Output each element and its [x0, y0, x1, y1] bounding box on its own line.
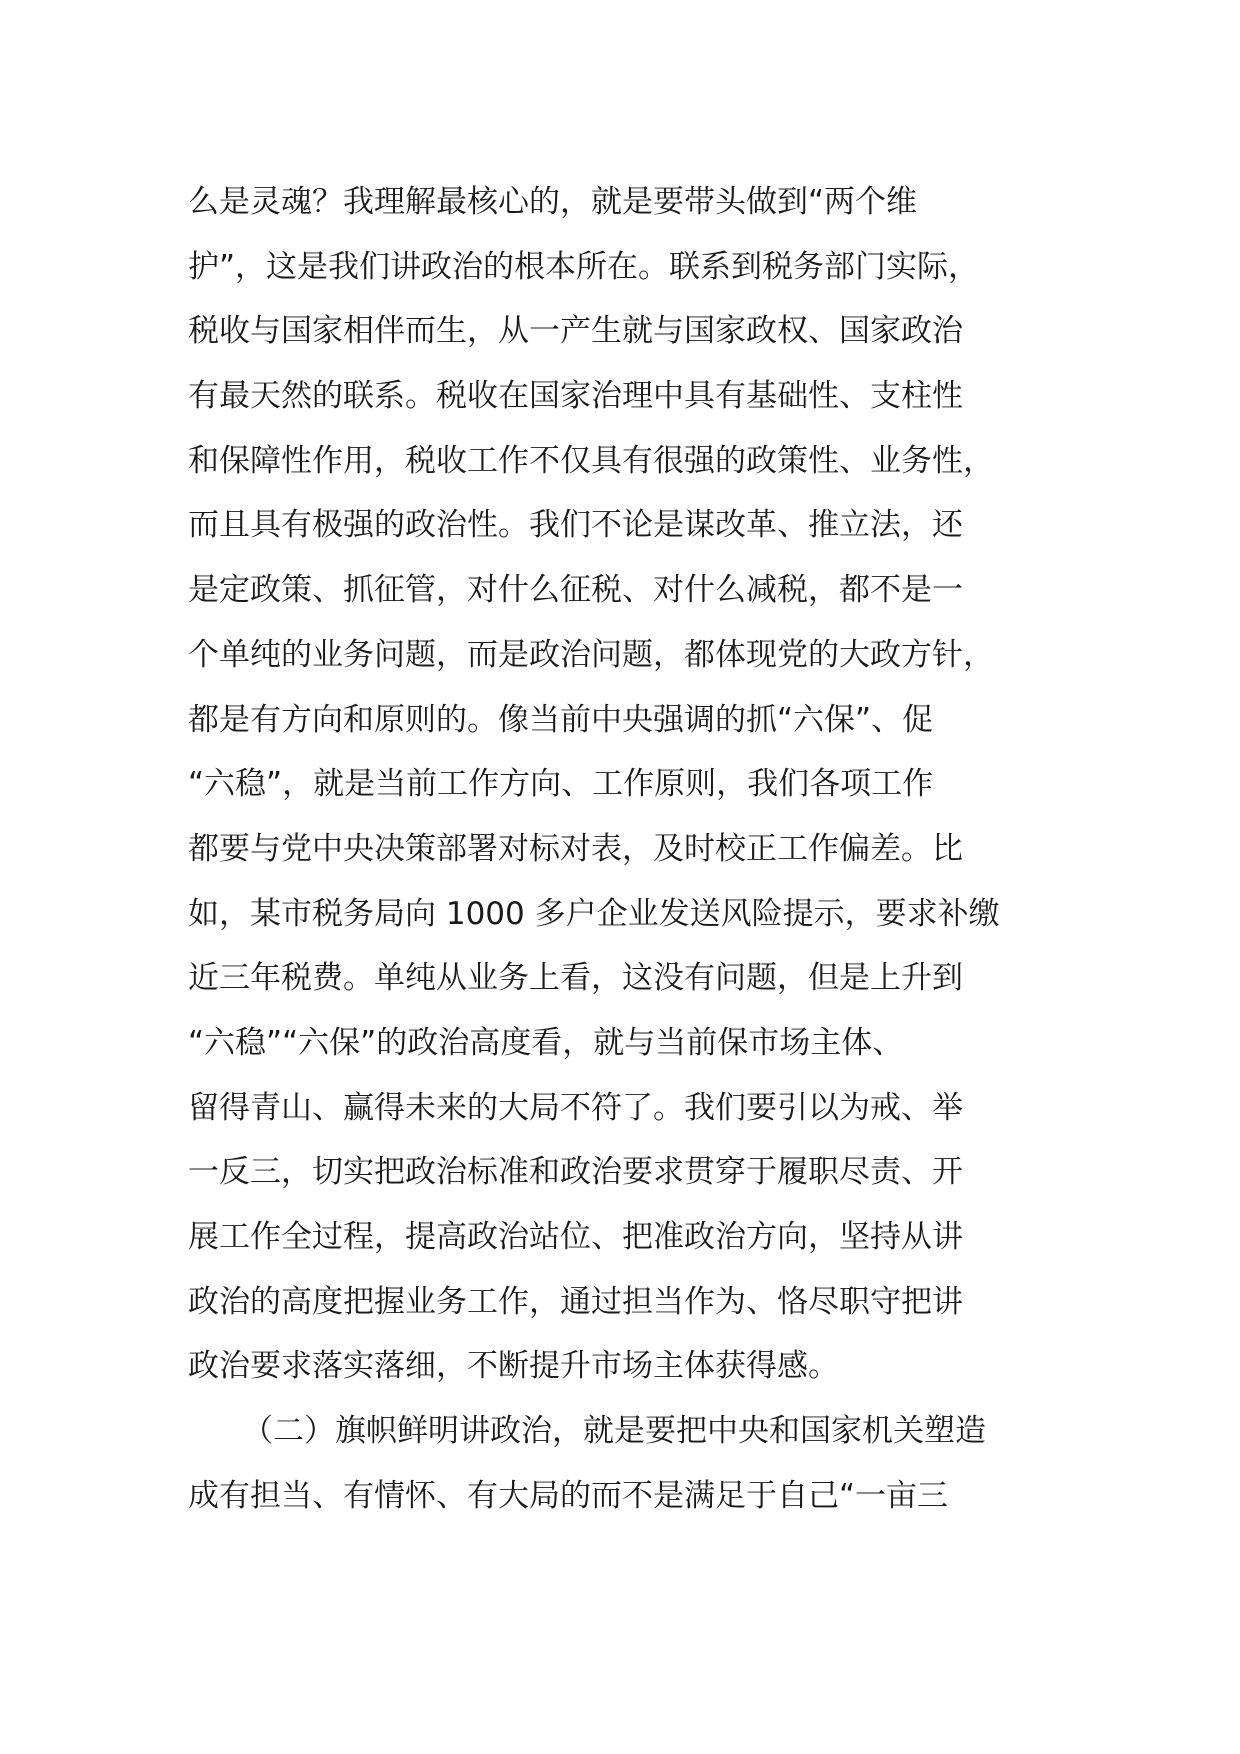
text-line: 政治要求落实落细，不断提升市场主体获得感。: [188, 1348, 839, 1385]
text-line: 都是有方向和原则的。像当前中央强调的抓“六保”、促: [188, 701, 934, 738]
text-line: “六稳”，就是当前工作方向、工作原则，我们各项工作: [188, 766, 934, 803]
text-line: “六稳”“六保”的政治高度看，就与当前保市场主体、: [188, 1024, 904, 1061]
text-line: 和保障性作用，税收工作不仅具有很强的政策性、业务性，: [188, 442, 994, 479]
text-line: 有最天然的联系。税收在国家治理中具有基础性、支柱性: [188, 378, 963, 415]
text-line: 成有担当、有情怀、有大局的而不是满足于自己“一亩三: [188, 1477, 949, 1514]
text-line: 是定政策、抓征管，对什么征税、对什么减税，都不是一: [188, 572, 963, 609]
text-line: 个单纯的业务问题，而是政治问题，都体现党的大政方针，: [188, 636, 994, 673]
text-line: 如，某市税务局向 1000 多户企业发送风险提示，要求补缴: [188, 895, 1000, 932]
text-line: 展工作全过程，提高政治站位、把准政治方向，坚持从讲: [188, 1219, 963, 1255]
text-line: 近三年税费。单纯从业务上看，这没有问题，但是上升到: [188, 960, 963, 997]
text-line: 么是灵魂？我理解最核心的，就是要带头做到“两个维: [188, 184, 918, 220]
text-line: 一反三，切实把政治标准和政治要求贯穿于履职尽责、开: [188, 1154, 963, 1191]
text-line: 留得青山、赢得未来的大局不符了。我们要引以为戒、举: [188, 1089, 963, 1126]
text-line: 护”，这是我们讲政治的根本所在。联系到税务部门实际，: [188, 248, 980, 285]
section-heading-line: （二）旗帜鲜明讲政治，就是要把中央和国家机关塑造: [242, 1413, 986, 1450]
body-text: [188, 170, 1068, 1528]
text-line: 都要与党中央决策部署对标对表，及时校正工作偏差。比: [188, 830, 963, 867]
text-line: 税收与国家相伴而生，从一产生就与国家政权、国家政治: [188, 313, 963, 350]
text-line: 政治的高度把握业务工作，通过担当作为、恪尽职守把讲: [188, 1283, 963, 1320]
text-line: 而且具有极强的政治性。我们不论是谋改革、推立法，还: [188, 507, 963, 544]
